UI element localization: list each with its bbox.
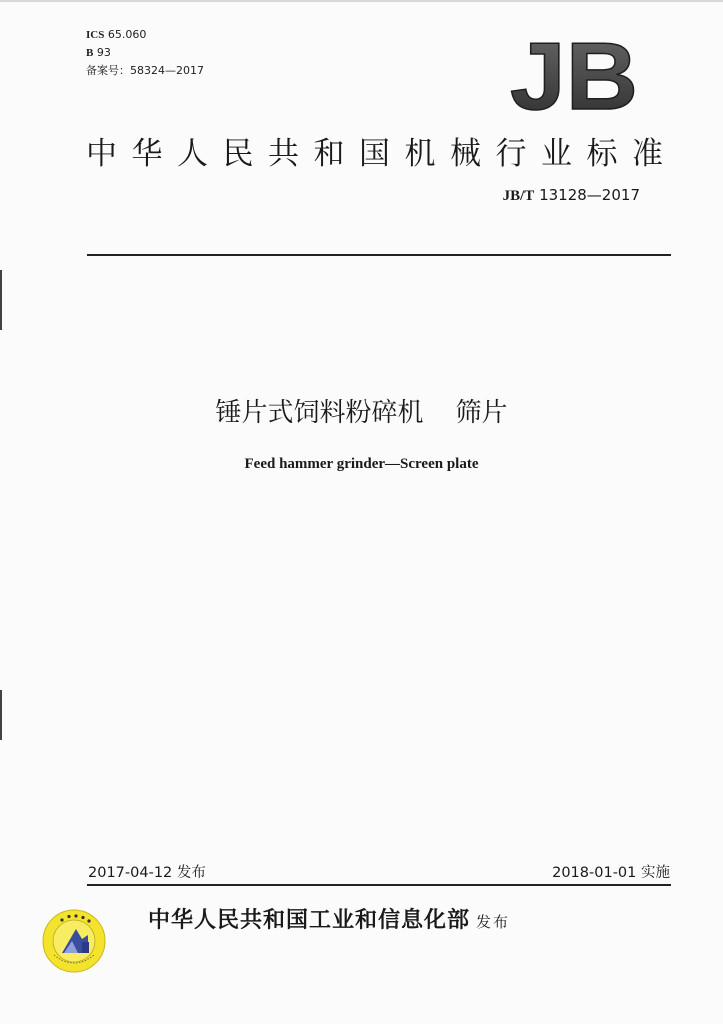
standard-category: 中华人民共和国机械行业标准 [86, 136, 678, 172]
ics-code [86, 26, 204, 44]
record-number [86, 62, 204, 79]
implementation-date: 2018-01-01 实施 [552, 865, 670, 881]
ics-label: ICS [86, 29, 105, 41]
footer-divider [87, 884, 671, 886]
jb-logo-text: JB [510, 30, 638, 116]
classification-block [86, 26, 204, 79]
issue-date: 2017-04-12 发布 [88, 865, 206, 881]
scan-edge-mark [0, 690, 2, 740]
title-cn-sub: 筛片 [455, 398, 508, 428]
issuer-suffix: 发布 [476, 913, 511, 931]
title-cn-main: 锤片式饲料粉碎机 [215, 398, 424, 428]
ics-value: 65.060 [107, 28, 147, 41]
class-value: 93 [96, 46, 111, 59]
scan-edge-mark [0, 270, 2, 330]
standard-number-prefix: JB/T [502, 188, 535, 204]
header-divider [87, 254, 671, 256]
record-label: 备案号： [86, 64, 130, 77]
document-title-en: Feed hammer grinder—Screen plate [244, 456, 479, 472]
document-title-cn [0, 392, 723, 429]
class-code [86, 44, 204, 62]
issuing-authority [148, 903, 510, 934]
standard-number-value: 13128—2017 [539, 186, 640, 204]
class-label: B [86, 47, 94, 59]
page-top-edge [0, 0, 723, 2]
standard-number [503, 186, 640, 205]
issuer-name: 中华人民共和国工业和信息化部 [148, 908, 471, 933]
ministry-seal-icon [42, 909, 106, 973]
jb-logo [504, 30, 640, 116]
record-value: 58324—2017 [130, 64, 204, 77]
